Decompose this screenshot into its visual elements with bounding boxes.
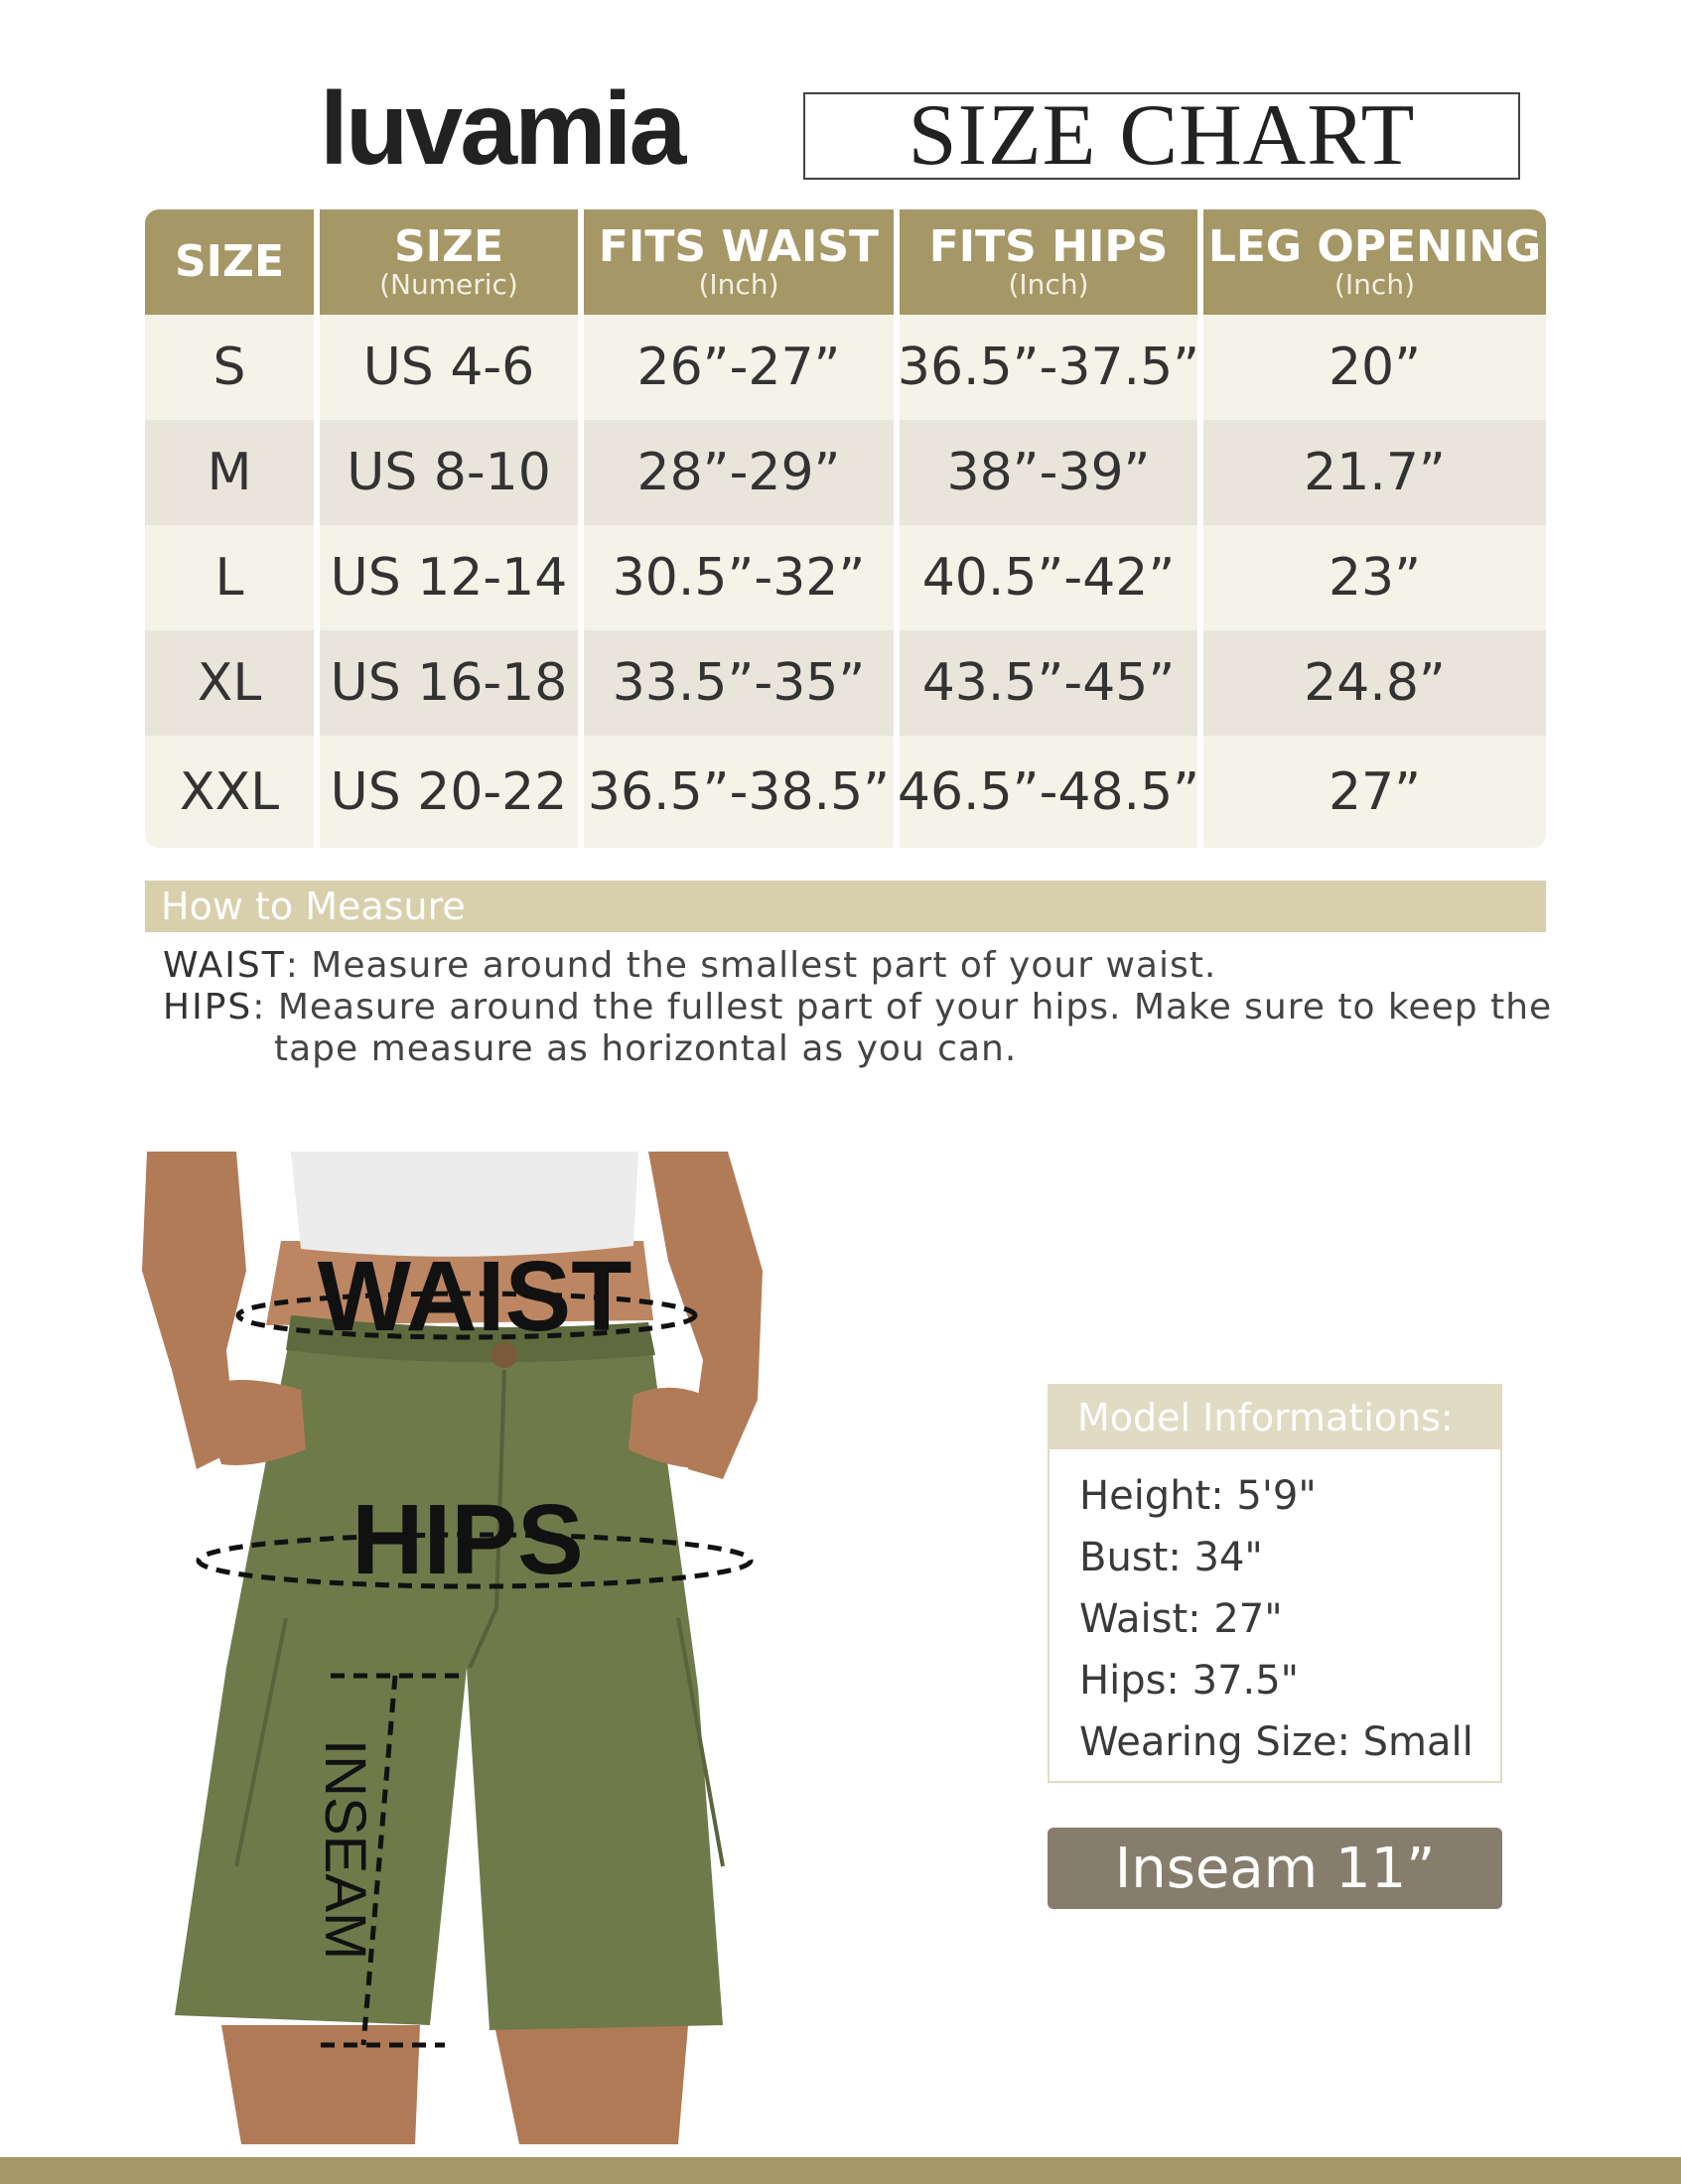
brand-logo: luvamia — [320, 71, 684, 187]
cell-hips: 40.5”-42” — [900, 525, 1197, 630]
cell-waist: 26”-27” — [584, 315, 894, 420]
cell-waist: 30.5”-32” — [584, 525, 894, 630]
cell-leg-opening: 21.7” — [1203, 420, 1546, 525]
model-info-list — [1079, 1465, 1473, 1773]
table-row — [145, 630, 1546, 736]
cell-hips: 46.5”-48.5” — [900, 736, 1197, 848]
cell-leg-opening: 27” — [1203, 736, 1546, 848]
cell-waist: 33.5”-35” — [584, 630, 894, 736]
cell-leg-opening: 24.8” — [1203, 630, 1546, 736]
model-bust: Bust: 34" — [1079, 1535, 1263, 1580]
cell-numeric: US 8-10 — [320, 420, 578, 525]
cell-size: L — [145, 525, 314, 630]
cell-size: XXL — [145, 736, 314, 848]
inseam-badge: Inseam 11” — [1048, 1828, 1502, 1909]
waist-label: WAIST — [163, 945, 286, 986]
model-hips: Hips: 37.5" — [1079, 1658, 1300, 1704]
size-table — [145, 209, 1546, 848]
header-size: SIZE — [145, 209, 314, 315]
model-wearing-size: Wearing Size: Small — [1079, 1719, 1473, 1765]
cell-numeric: US 12-14 — [320, 525, 578, 630]
how-to-measure-title: How to Measure — [145, 881, 1546, 932]
cell-numeric: US 4-6 — [320, 315, 578, 420]
cell-size: M — [145, 420, 314, 525]
cell-hips: 43.5”-45” — [900, 630, 1197, 736]
model-waist: Waist: 27" — [1079, 1596, 1283, 1642]
right-leg — [494, 2025, 688, 2144]
hips-instruction-continued: tape measure as horizontal as you can. — [274, 1028, 1018, 1069]
cell-hips: 36.5”-37.5” — [900, 315, 1197, 420]
waist-marker-label: WAIST — [317, 1241, 632, 1352]
cell-waist: 36.5”-38.5” — [584, 736, 894, 848]
model-info-title: Model Informations: — [1050, 1386, 1500, 1449]
cell-leg-opening: 23” — [1203, 525, 1546, 630]
cell-hips: 38”-39” — [900, 420, 1197, 525]
hips-marker-label: HIPS — [351, 1484, 584, 1595]
header-fits-waist: FITS WAIST (Inch) — [584, 209, 894, 315]
cell-size: S — [145, 315, 314, 420]
cell-numeric: US 16-18 — [320, 630, 578, 736]
table-row — [145, 315, 1546, 420]
waist-instruction: WAIST: Measure around the smallest part of your waist. — [163, 945, 1217, 986]
size-chart-title: SIZE CHART — [803, 92, 1520, 180]
hips-instruction: HIPS: Measure around the fullest part of your hips. Make sure to keep the — [163, 987, 1553, 1027]
model-height: Height: 5'9" — [1079, 1473, 1317, 1519]
header-leg-opening: LEG OPENING (Inch) — [1203, 209, 1546, 315]
table-header-row — [145, 209, 1546, 315]
table-row — [145, 525, 1546, 630]
cell-waist: 28”-29” — [584, 420, 894, 525]
header-fits-hips: FITS HIPS (Inch) — [900, 209, 1197, 315]
inseam-marker-label: INSEAM — [313, 1739, 377, 1961]
header-size-numeric: SIZE (Numeric) — [320, 209, 578, 315]
cell-leg-opening: 20” — [1203, 315, 1546, 420]
model-info-box — [1048, 1384, 1502, 1783]
table-row — [145, 736, 1546, 848]
cell-size: XL — [145, 630, 314, 736]
bottom-band — [0, 2157, 1681, 2184]
model-photo — [127, 1152, 802, 2144]
table-row — [145, 420, 1546, 525]
hips-label: HIPS — [163, 987, 253, 1027]
how-to-measure-text — [163, 945, 1553, 1070]
cell-numeric: US 20-22 — [320, 736, 578, 848]
